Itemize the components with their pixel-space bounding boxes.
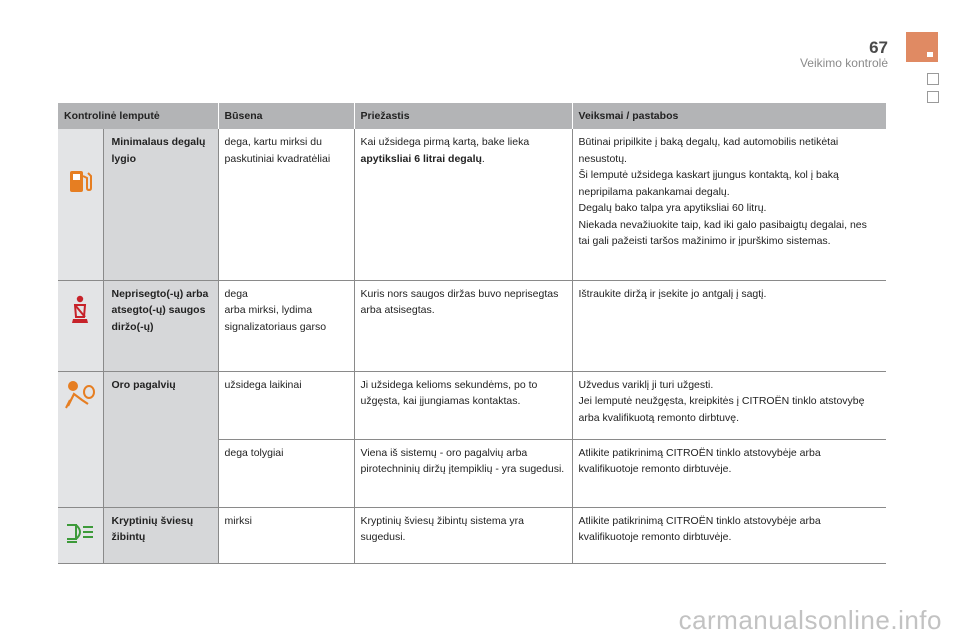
lamp-icon-cell bbox=[58, 129, 103, 280]
table-header-row bbox=[58, 103, 886, 129]
action-line: Jei lemputė neužgęsta, kreipkitės į CITROËN tinklo atstovybę arba kvalifikuotą remonto dirbtuvę. bbox=[578, 395, 865, 424]
action-line: Būtinai pripilkite į baką degalų, kad automobilis netikėtai nesustotų. bbox=[578, 136, 839, 165]
state-cell: užsidega laikinai bbox=[218, 371, 354, 439]
seatbelt-icon bbox=[67, 295, 93, 325]
action-cell: Atlikite patikrinimą CITROËN tinklo atstovybėje arba kvalifikuotoje remonto dirbtuvėje. bbox=[572, 507, 886, 563]
lamp-icon-cell bbox=[58, 280, 103, 371]
lamp-icon-cell bbox=[58, 507, 103, 563]
state-line: dega bbox=[224, 287, 248, 300]
cause-cell bbox=[354, 129, 572, 280]
section-title: Veikimo kontrolė bbox=[799, 56, 888, 70]
lamp-label: Oro pagalvių bbox=[103, 371, 218, 507]
action-line: Degalų bako talpa yra apytiksliai 60 litrų. bbox=[578, 202, 767, 214]
column-header-action: Veiksmai / pastabos bbox=[572, 103, 886, 129]
table-row bbox=[58, 507, 886, 563]
action-line: Niekada nevažiuokite taip, kad iki galo pasibaigtų degalai, nes tai gali pažeisti taršos mažinimo ir įpurškimo sistemas. bbox=[578, 218, 867, 247]
headlight-beam-icon bbox=[65, 522, 95, 544]
action-cell: Ištraukite diržą ir įsekite jo antgalį į sagtį. bbox=[572, 280, 886, 371]
state-cell: dega, kartu mirksi du paskutiniai kvadratėliai bbox=[218, 129, 354, 280]
lamp-label: Neprisegto(-ų) arba atsegto(-ų) saugos diržo(-ų) bbox=[103, 280, 218, 371]
action-line: Ši lemputė užsidega kaskart įjungus kontaktą, kol į baką nepripilama pakankamai degalų. bbox=[578, 169, 839, 198]
state-cell: dega tolygiai bbox=[218, 439, 354, 507]
column-header-state: Būsena bbox=[218, 103, 354, 129]
cause-bold-text: apytiksliai 6 litrai degalų bbox=[360, 152, 482, 165]
chapter-square-1 bbox=[927, 73, 939, 85]
airbag-icon bbox=[64, 378, 96, 410]
lamp-label: Kryptinių šviesų žibintų bbox=[103, 507, 218, 563]
column-header-lamp: Kontrolinė lemputė bbox=[58, 103, 218, 129]
lamp-label: Minimalaus degalų lygio bbox=[103, 129, 218, 280]
action-cell: Atlikite patikrinimą CITROËN tinklo atstovybėje arba kvalifikuotoje remonto dirbtuvėje. bbox=[572, 439, 886, 507]
page-number: 67 bbox=[869, 38, 888, 57]
cause-cell: Kuris nors saugos diržas buvo neprisegtas arba atsisegtas. bbox=[354, 280, 572, 371]
state-cell: mirksi bbox=[218, 507, 354, 563]
cause-cell: Viena iš sistemų - oro pagalvių arba pirotechninių diržų įtempiklių - yra sugedusi. bbox=[354, 439, 572, 507]
state-cell bbox=[218, 280, 354, 371]
action-cell bbox=[572, 129, 886, 280]
table-row bbox=[58, 129, 886, 280]
cause-cell: Kryptinių šviesų žibintų sistema yra sugedusi. bbox=[354, 507, 572, 563]
chapter-square-2 bbox=[927, 91, 939, 103]
cause-cell: Ji užsidega kelioms sekundėms, po to užgęsta, kai įjungiamas kontaktas. bbox=[354, 371, 572, 439]
warning-lamps-table bbox=[58, 103, 886, 564]
chapter-tab-marker bbox=[927, 52, 933, 57]
fuel-pump-icon bbox=[67, 167, 93, 195]
cause-text: Kai užsidega pirmą kartą, bake lieka bbox=[360, 136, 530, 148]
chapter-tab bbox=[906, 32, 938, 62]
action-cell bbox=[572, 371, 886, 439]
watermark: carmanualsonline.info bbox=[678, 605, 942, 635]
lamp-icon-cell bbox=[58, 371, 103, 507]
cause-suffix: . bbox=[481, 152, 485, 165]
table-row bbox=[58, 280, 886, 371]
column-header-cause: Priežastis bbox=[354, 103, 572, 129]
action-line: Užvedus variklį ji turi užgesti. bbox=[578, 378, 714, 391]
state-line: arba mirksi, lydima signalizatoriaus garso bbox=[224, 304, 327, 333]
table-row bbox=[58, 371, 886, 439]
